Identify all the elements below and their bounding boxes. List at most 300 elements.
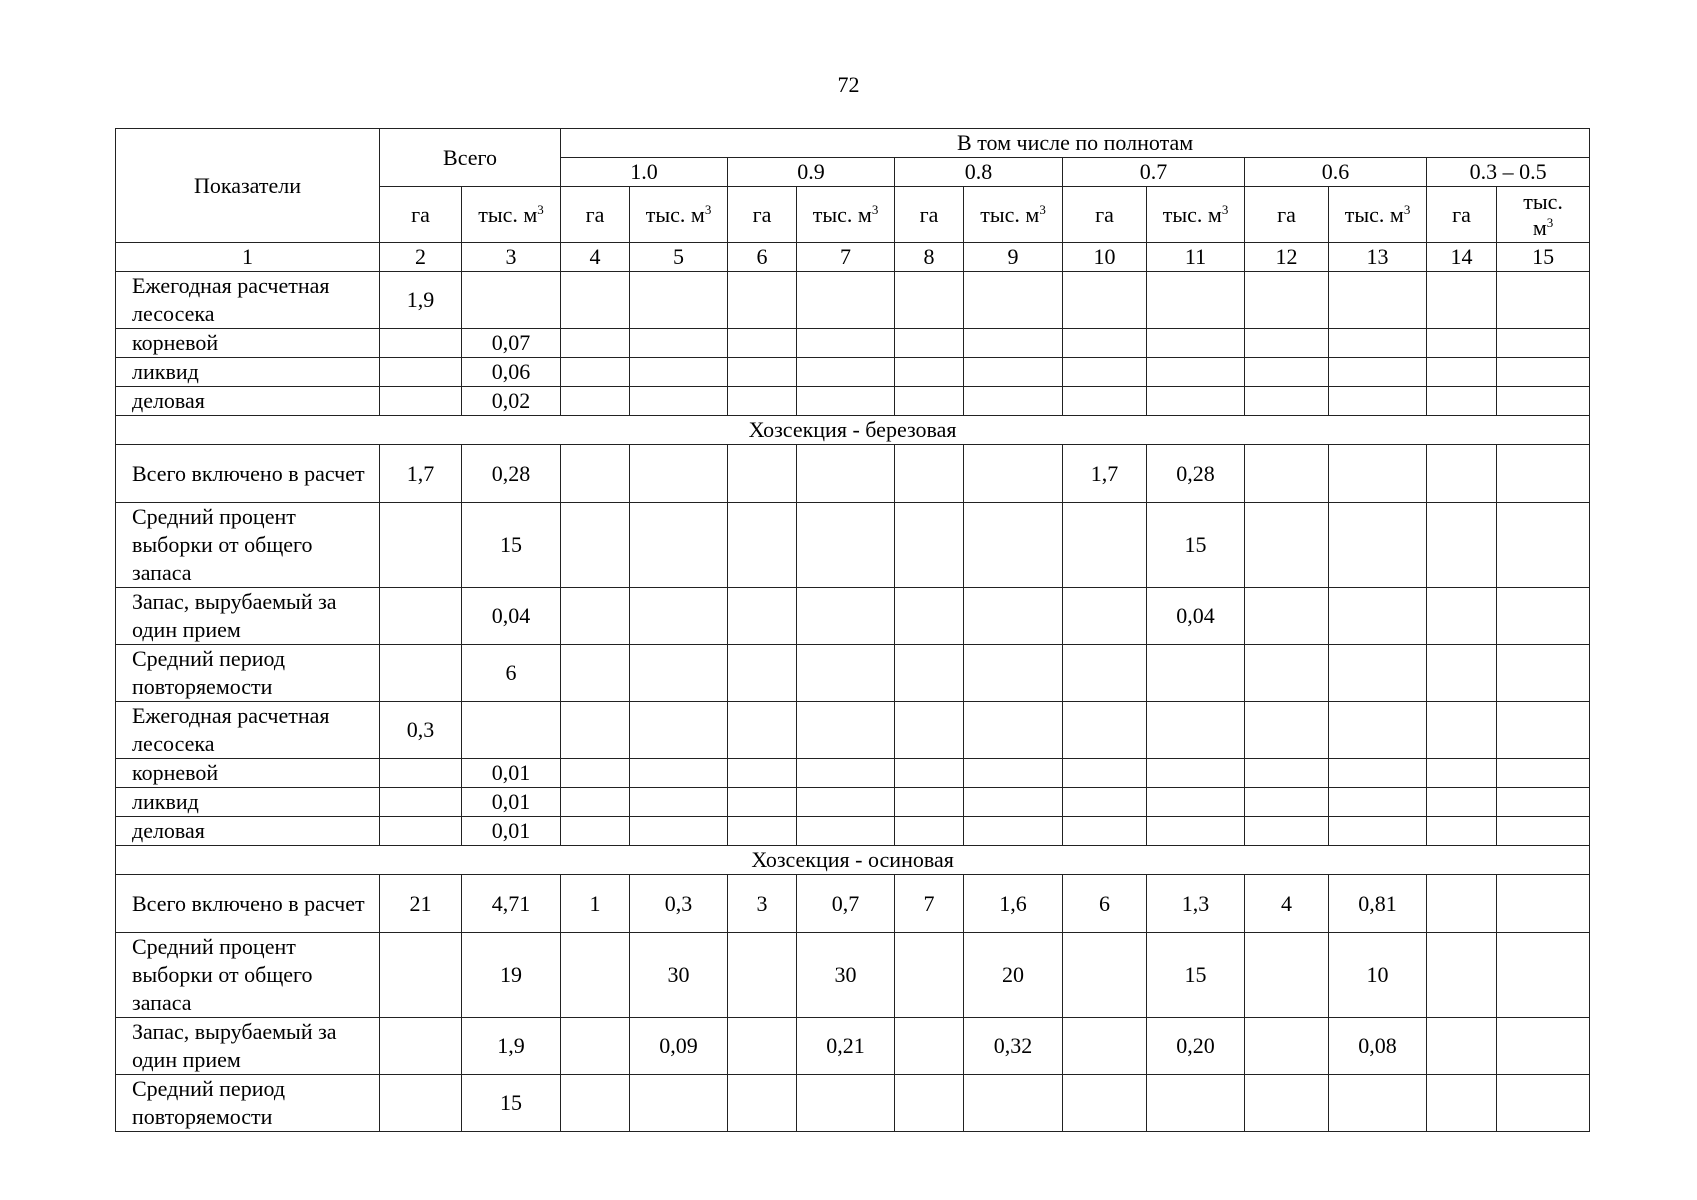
table-cell	[728, 503, 797, 588]
table-cell	[1063, 588, 1147, 645]
table-cell	[1063, 817, 1147, 846]
table-cell	[1497, 503, 1590, 588]
table-cell	[1329, 503, 1427, 588]
header-density-0-6: 0.6	[1245, 158, 1427, 187]
table-cell	[380, 329, 462, 358]
table-cell	[1497, 788, 1590, 817]
column-number: 3	[462, 243, 561, 272]
column-number: 14	[1427, 243, 1497, 272]
table-cell	[1497, 759, 1590, 788]
table-cell	[895, 1075, 964, 1132]
table-cell	[895, 933, 964, 1018]
table-cell	[895, 329, 964, 358]
table-cell	[380, 788, 462, 817]
table-cell: 1,7	[1063, 445, 1147, 503]
table-cell	[1497, 817, 1590, 846]
table-cell: 0,3	[380, 702, 462, 759]
table-cell	[561, 387, 630, 416]
table-cell	[1063, 329, 1147, 358]
table-cell	[1427, 702, 1497, 759]
table-cell	[1427, 588, 1497, 645]
table-cell	[1245, 1018, 1329, 1075]
column-number: 2	[380, 243, 462, 272]
table-row	[116, 875, 1590, 933]
table-body	[116, 272, 1590, 1132]
table-cell	[380, 588, 462, 645]
table-cell	[1245, 702, 1329, 759]
table-row	[116, 387, 1590, 416]
table-cell	[1427, 1018, 1497, 1075]
table-cell	[895, 702, 964, 759]
table-cell	[1245, 645, 1329, 702]
table-cell	[728, 387, 797, 416]
table-cell	[728, 645, 797, 702]
table-cell	[630, 817, 728, 846]
table-cell: 0,07	[462, 329, 561, 358]
table-cell	[728, 817, 797, 846]
table-cell	[561, 817, 630, 846]
table-row	[116, 788, 1590, 817]
table-cell	[630, 503, 728, 588]
header-by-density: В том числе по полнотам	[561, 129, 1590, 158]
page-number: 72	[837, 72, 860, 97]
table-cell	[1497, 358, 1590, 387]
row-label: Ежегодная расчетная лесосека	[116, 702, 380, 759]
table-cell	[1329, 445, 1427, 503]
table-cell	[1497, 387, 1590, 416]
table-cell: 0,81	[1329, 875, 1427, 933]
table-cell	[1329, 788, 1427, 817]
table-cell	[1497, 875, 1590, 933]
table-row	[116, 645, 1590, 702]
table-cell: 21	[380, 875, 462, 933]
table-cell	[1245, 933, 1329, 1018]
table-cell	[561, 358, 630, 387]
table-cell: 4,71	[462, 875, 561, 933]
unit-ha: га	[561, 187, 630, 243]
section-title: Хозсекция - осиновая	[116, 846, 1590, 875]
table-cell: 1,6	[964, 875, 1063, 933]
row-label: Средний период повторяемости	[116, 1075, 380, 1132]
table-row	[116, 588, 1590, 645]
table-cell	[1497, 329, 1590, 358]
table-cell: 30	[630, 933, 728, 1018]
table-cell	[797, 588, 895, 645]
table-cell	[1497, 702, 1590, 759]
table-cell	[1329, 272, 1427, 329]
table-cell	[728, 702, 797, 759]
table-cell	[561, 272, 630, 329]
table-cell	[895, 445, 964, 503]
table-cell	[1329, 329, 1427, 358]
table-cell	[561, 759, 630, 788]
table-cell	[630, 702, 728, 759]
table-cell	[964, 329, 1063, 358]
table-cell: 20	[964, 933, 1063, 1018]
table-cell: 0,01	[462, 788, 561, 817]
header-density-0-3-0-5: 0.3 – 0.5	[1427, 158, 1590, 187]
row-label: деловая	[116, 817, 380, 846]
table-cell	[630, 588, 728, 645]
table-cell	[1147, 645, 1245, 702]
table-cell: 4	[1245, 875, 1329, 933]
row-label: корневой	[116, 759, 380, 788]
table-cell	[561, 1018, 630, 1075]
table-cell: 3	[728, 875, 797, 933]
table-cell	[964, 503, 1063, 588]
table-cell: 6	[1063, 875, 1147, 933]
table-cell	[797, 445, 895, 503]
section-row	[116, 416, 1590, 445]
table-cell	[1497, 933, 1590, 1018]
table-cell: 30	[797, 933, 895, 1018]
table-cell: 1,9	[380, 272, 462, 329]
column-numbers-row	[116, 243, 1590, 272]
table-cell	[561, 1075, 630, 1132]
table-cell	[964, 358, 1063, 387]
table-cell	[561, 933, 630, 1018]
table-cell	[797, 1075, 895, 1132]
table-cell	[380, 817, 462, 846]
column-number: 15	[1497, 243, 1590, 272]
table-cell	[728, 1018, 797, 1075]
unit-ha: га	[1063, 187, 1147, 243]
unit-volume: тыс. $м^3$	[1147, 187, 1245, 243]
unit-ha: га	[380, 187, 462, 243]
column-number: 8	[895, 243, 964, 272]
unit-volume: тыс. $м^3$	[630, 187, 728, 243]
table-cell	[895, 272, 964, 329]
column-number: 1	[116, 243, 380, 272]
table-cell	[561, 503, 630, 588]
table-cell	[1063, 788, 1147, 817]
table-cell	[964, 272, 1063, 329]
table-cell	[1063, 702, 1147, 759]
table-cell	[1147, 387, 1245, 416]
table-cell: 15	[462, 1075, 561, 1132]
row-label: Запас, вырубаемый за один прием	[116, 588, 380, 645]
table-cell	[964, 759, 1063, 788]
unit-volume-wrapped: тыс. $м^3$	[1497, 187, 1590, 243]
table-cell	[630, 387, 728, 416]
table-cell: 0,28	[462, 445, 561, 503]
table-cell	[797, 387, 895, 416]
table-cell	[1497, 445, 1590, 503]
table-cell	[964, 817, 1063, 846]
column-number: 11	[1147, 243, 1245, 272]
table-cell	[1147, 817, 1245, 846]
table-row	[116, 702, 1590, 759]
row-label: деловая	[116, 387, 380, 416]
table-cell	[728, 329, 797, 358]
table-cell	[728, 272, 797, 329]
table-cell	[1329, 387, 1427, 416]
header-total: Всего	[380, 129, 561, 187]
unit-ha: га	[895, 187, 964, 243]
table-cell	[797, 817, 895, 846]
table-cell: 15	[1147, 503, 1245, 588]
table-cell	[797, 358, 895, 387]
table-cell	[728, 358, 797, 387]
table-cell	[561, 788, 630, 817]
table-cell	[462, 702, 561, 759]
table-cell: 1,3	[1147, 875, 1245, 933]
table-row	[116, 1075, 1590, 1132]
table-cell	[964, 445, 1063, 503]
table-cell	[895, 645, 964, 702]
table-cell	[797, 702, 895, 759]
table-cell	[1329, 358, 1427, 387]
table-cell	[380, 1075, 462, 1132]
table-cell	[895, 358, 964, 387]
table-cell	[380, 387, 462, 416]
unit-ha: га	[728, 187, 797, 243]
table-cell	[1427, 445, 1497, 503]
table-row	[116, 272, 1590, 329]
table-cell	[630, 1075, 728, 1132]
table-cell	[1427, 875, 1497, 933]
table-cell	[1147, 788, 1245, 817]
header-indicators: Показатели	[116, 129, 380, 243]
table-cell	[561, 329, 630, 358]
table-cell	[895, 387, 964, 416]
table-cell	[1063, 387, 1147, 416]
row-label: ликвид	[116, 788, 380, 817]
column-number: 6	[728, 243, 797, 272]
table-cell	[964, 645, 1063, 702]
table-cell	[462, 272, 561, 329]
column-number: 5	[630, 243, 728, 272]
table-cell	[1063, 759, 1147, 788]
row-label: корневой	[116, 329, 380, 358]
table-row	[116, 445, 1590, 503]
table-cell	[728, 933, 797, 1018]
table-cell	[1147, 759, 1245, 788]
header-density-0-7: 0.7	[1063, 158, 1245, 187]
table-cell	[380, 1018, 462, 1075]
table-cell	[630, 358, 728, 387]
table-cell	[964, 788, 1063, 817]
table-cell	[728, 588, 797, 645]
table-cell	[561, 702, 630, 759]
table-cell	[797, 272, 895, 329]
table-cell: 6	[462, 645, 561, 702]
table-cell	[1497, 1075, 1590, 1132]
table-cell	[380, 645, 462, 702]
table-cell	[728, 759, 797, 788]
table-cell	[1497, 588, 1590, 645]
table-cell	[1329, 645, 1427, 702]
table-cell	[797, 645, 895, 702]
table-cell: 0,08	[1329, 1018, 1427, 1075]
table-cell	[1063, 272, 1147, 329]
table-cell: 0,06	[462, 358, 561, 387]
row-label: Запас, вырубаемый за один прием	[116, 1018, 380, 1075]
table-cell: 1,9	[462, 1018, 561, 1075]
section-title: Хозсекция - березовая	[116, 416, 1590, 445]
column-number: 12	[1245, 243, 1329, 272]
row-label: Средний период повторяемости	[116, 645, 380, 702]
table-cell	[1063, 1018, 1147, 1075]
row-label: Ежегодная расчетная лесосека	[116, 272, 380, 329]
column-number: 4	[561, 243, 630, 272]
table-cell	[1427, 1075, 1497, 1132]
table-cell	[1427, 933, 1497, 1018]
table-cell	[895, 1018, 964, 1075]
table-cell	[630, 788, 728, 817]
table-cell	[630, 445, 728, 503]
column-number: 10	[1063, 243, 1147, 272]
table-cell: 0,02	[462, 387, 561, 416]
table-cell	[797, 503, 895, 588]
table-cell	[1147, 702, 1245, 759]
table-cell	[1063, 358, 1147, 387]
forest-allowance-table	[115, 128, 1590, 1132]
table-cell	[1245, 588, 1329, 645]
table-cell	[1329, 817, 1427, 846]
table-cell	[1245, 503, 1329, 588]
table-cell	[797, 759, 895, 788]
table-cell	[1245, 759, 1329, 788]
table-cell	[630, 272, 728, 329]
table-cell	[1497, 272, 1590, 329]
table-cell	[1245, 817, 1329, 846]
table-cell	[964, 1075, 1063, 1132]
table-row	[116, 358, 1590, 387]
table-cell	[895, 817, 964, 846]
table-cell: 0,32	[964, 1018, 1063, 1075]
row-label: Всего включено в расчет	[116, 445, 380, 503]
table-row	[116, 759, 1590, 788]
table-cell	[964, 387, 1063, 416]
table-cell: 1,7	[380, 445, 462, 503]
table-cell: 0,01	[462, 759, 561, 788]
unit-volume: тыс. $м^3$	[964, 187, 1063, 243]
table-cell	[895, 503, 964, 588]
table-cell: 0,04	[462, 588, 561, 645]
table-cell	[964, 588, 1063, 645]
table-header	[116, 129, 1590, 272]
table-cell	[1063, 645, 1147, 702]
table-cell: 0,3	[630, 875, 728, 933]
table-cell	[630, 759, 728, 788]
table-cell: 1	[561, 875, 630, 933]
table-cell: 15	[1147, 933, 1245, 1018]
header-density-0-9: 0.9	[728, 158, 895, 187]
table-cell	[1245, 445, 1329, 503]
table-cell	[1063, 1075, 1147, 1132]
table-cell	[1147, 358, 1245, 387]
row-label: Средний процент выборки от общего запаса	[116, 503, 380, 588]
table-row	[116, 933, 1590, 1018]
table-cell	[1427, 329, 1497, 358]
table-cell: 19	[462, 933, 561, 1018]
table-cell	[1245, 788, 1329, 817]
table-cell	[1245, 272, 1329, 329]
row-label: Средний процент выборки от общего запаса	[116, 933, 380, 1018]
table-cell	[561, 645, 630, 702]
table-cell	[1427, 387, 1497, 416]
table-cell	[728, 445, 797, 503]
table-cell	[1427, 817, 1497, 846]
table-cell: 0,20	[1147, 1018, 1245, 1075]
table-cell	[1147, 329, 1245, 358]
table-cell	[797, 788, 895, 817]
table-cell: 0,09	[630, 1018, 728, 1075]
header-density-0-8: 0.8	[895, 158, 1063, 187]
table-cell	[895, 588, 964, 645]
unit-volume: тыс. $м^3$	[1329, 187, 1427, 243]
table-cell	[895, 788, 964, 817]
table-cell	[1427, 788, 1497, 817]
table-cell	[895, 759, 964, 788]
table-cell	[964, 702, 1063, 759]
table-cell	[1147, 272, 1245, 329]
unit-volume: тыс. $м^3$	[462, 187, 561, 243]
table-cell: 0,04	[1147, 588, 1245, 645]
table-cell	[1427, 272, 1497, 329]
table-cell	[1245, 329, 1329, 358]
table-cell	[1063, 503, 1147, 588]
table-cell	[728, 1075, 797, 1132]
table-cell	[561, 588, 630, 645]
table-cell	[1427, 503, 1497, 588]
table-cell: 0,21	[797, 1018, 895, 1075]
table-cell	[561, 445, 630, 503]
column-number: 13	[1329, 243, 1427, 272]
table-cell	[1245, 387, 1329, 416]
section-row	[116, 846, 1590, 875]
table-cell	[1329, 702, 1427, 759]
table-cell: 10	[1329, 933, 1427, 1018]
table-cell	[1329, 759, 1427, 788]
table-cell	[1245, 1075, 1329, 1132]
table-cell	[1497, 1018, 1590, 1075]
table-cell: 15	[462, 503, 561, 588]
table-cell	[380, 933, 462, 1018]
unit-volume: тыс. $м^3$	[797, 187, 895, 243]
unit-ha: га	[1245, 187, 1329, 243]
table-row	[116, 817, 1590, 846]
column-number: 9	[964, 243, 1063, 272]
unit-ha: га	[1427, 187, 1497, 243]
table-cell	[1063, 933, 1147, 1018]
table-cell	[1427, 759, 1497, 788]
column-number: 7	[797, 243, 895, 272]
row-label: Всего включено в расчет	[116, 875, 380, 933]
table-cell	[1329, 1075, 1427, 1132]
table-cell	[1147, 1075, 1245, 1132]
table-cell: 0,28	[1147, 445, 1245, 503]
table-row	[116, 1018, 1590, 1075]
header-density-1-0: 1.0	[561, 158, 728, 187]
table-cell	[728, 788, 797, 817]
table-cell: 0,01	[462, 817, 561, 846]
table-row	[116, 329, 1590, 358]
table-cell	[1427, 358, 1497, 387]
table-cell: 0,7	[797, 875, 895, 933]
table-cell	[380, 759, 462, 788]
table-cell	[1245, 358, 1329, 387]
table-cell: 7	[895, 875, 964, 933]
table-cell	[797, 329, 895, 358]
table-cell	[1497, 645, 1590, 702]
table-cell	[380, 503, 462, 588]
row-label: ликвид	[116, 358, 380, 387]
table-cell	[380, 358, 462, 387]
table-cell	[630, 329, 728, 358]
table-cell	[630, 645, 728, 702]
